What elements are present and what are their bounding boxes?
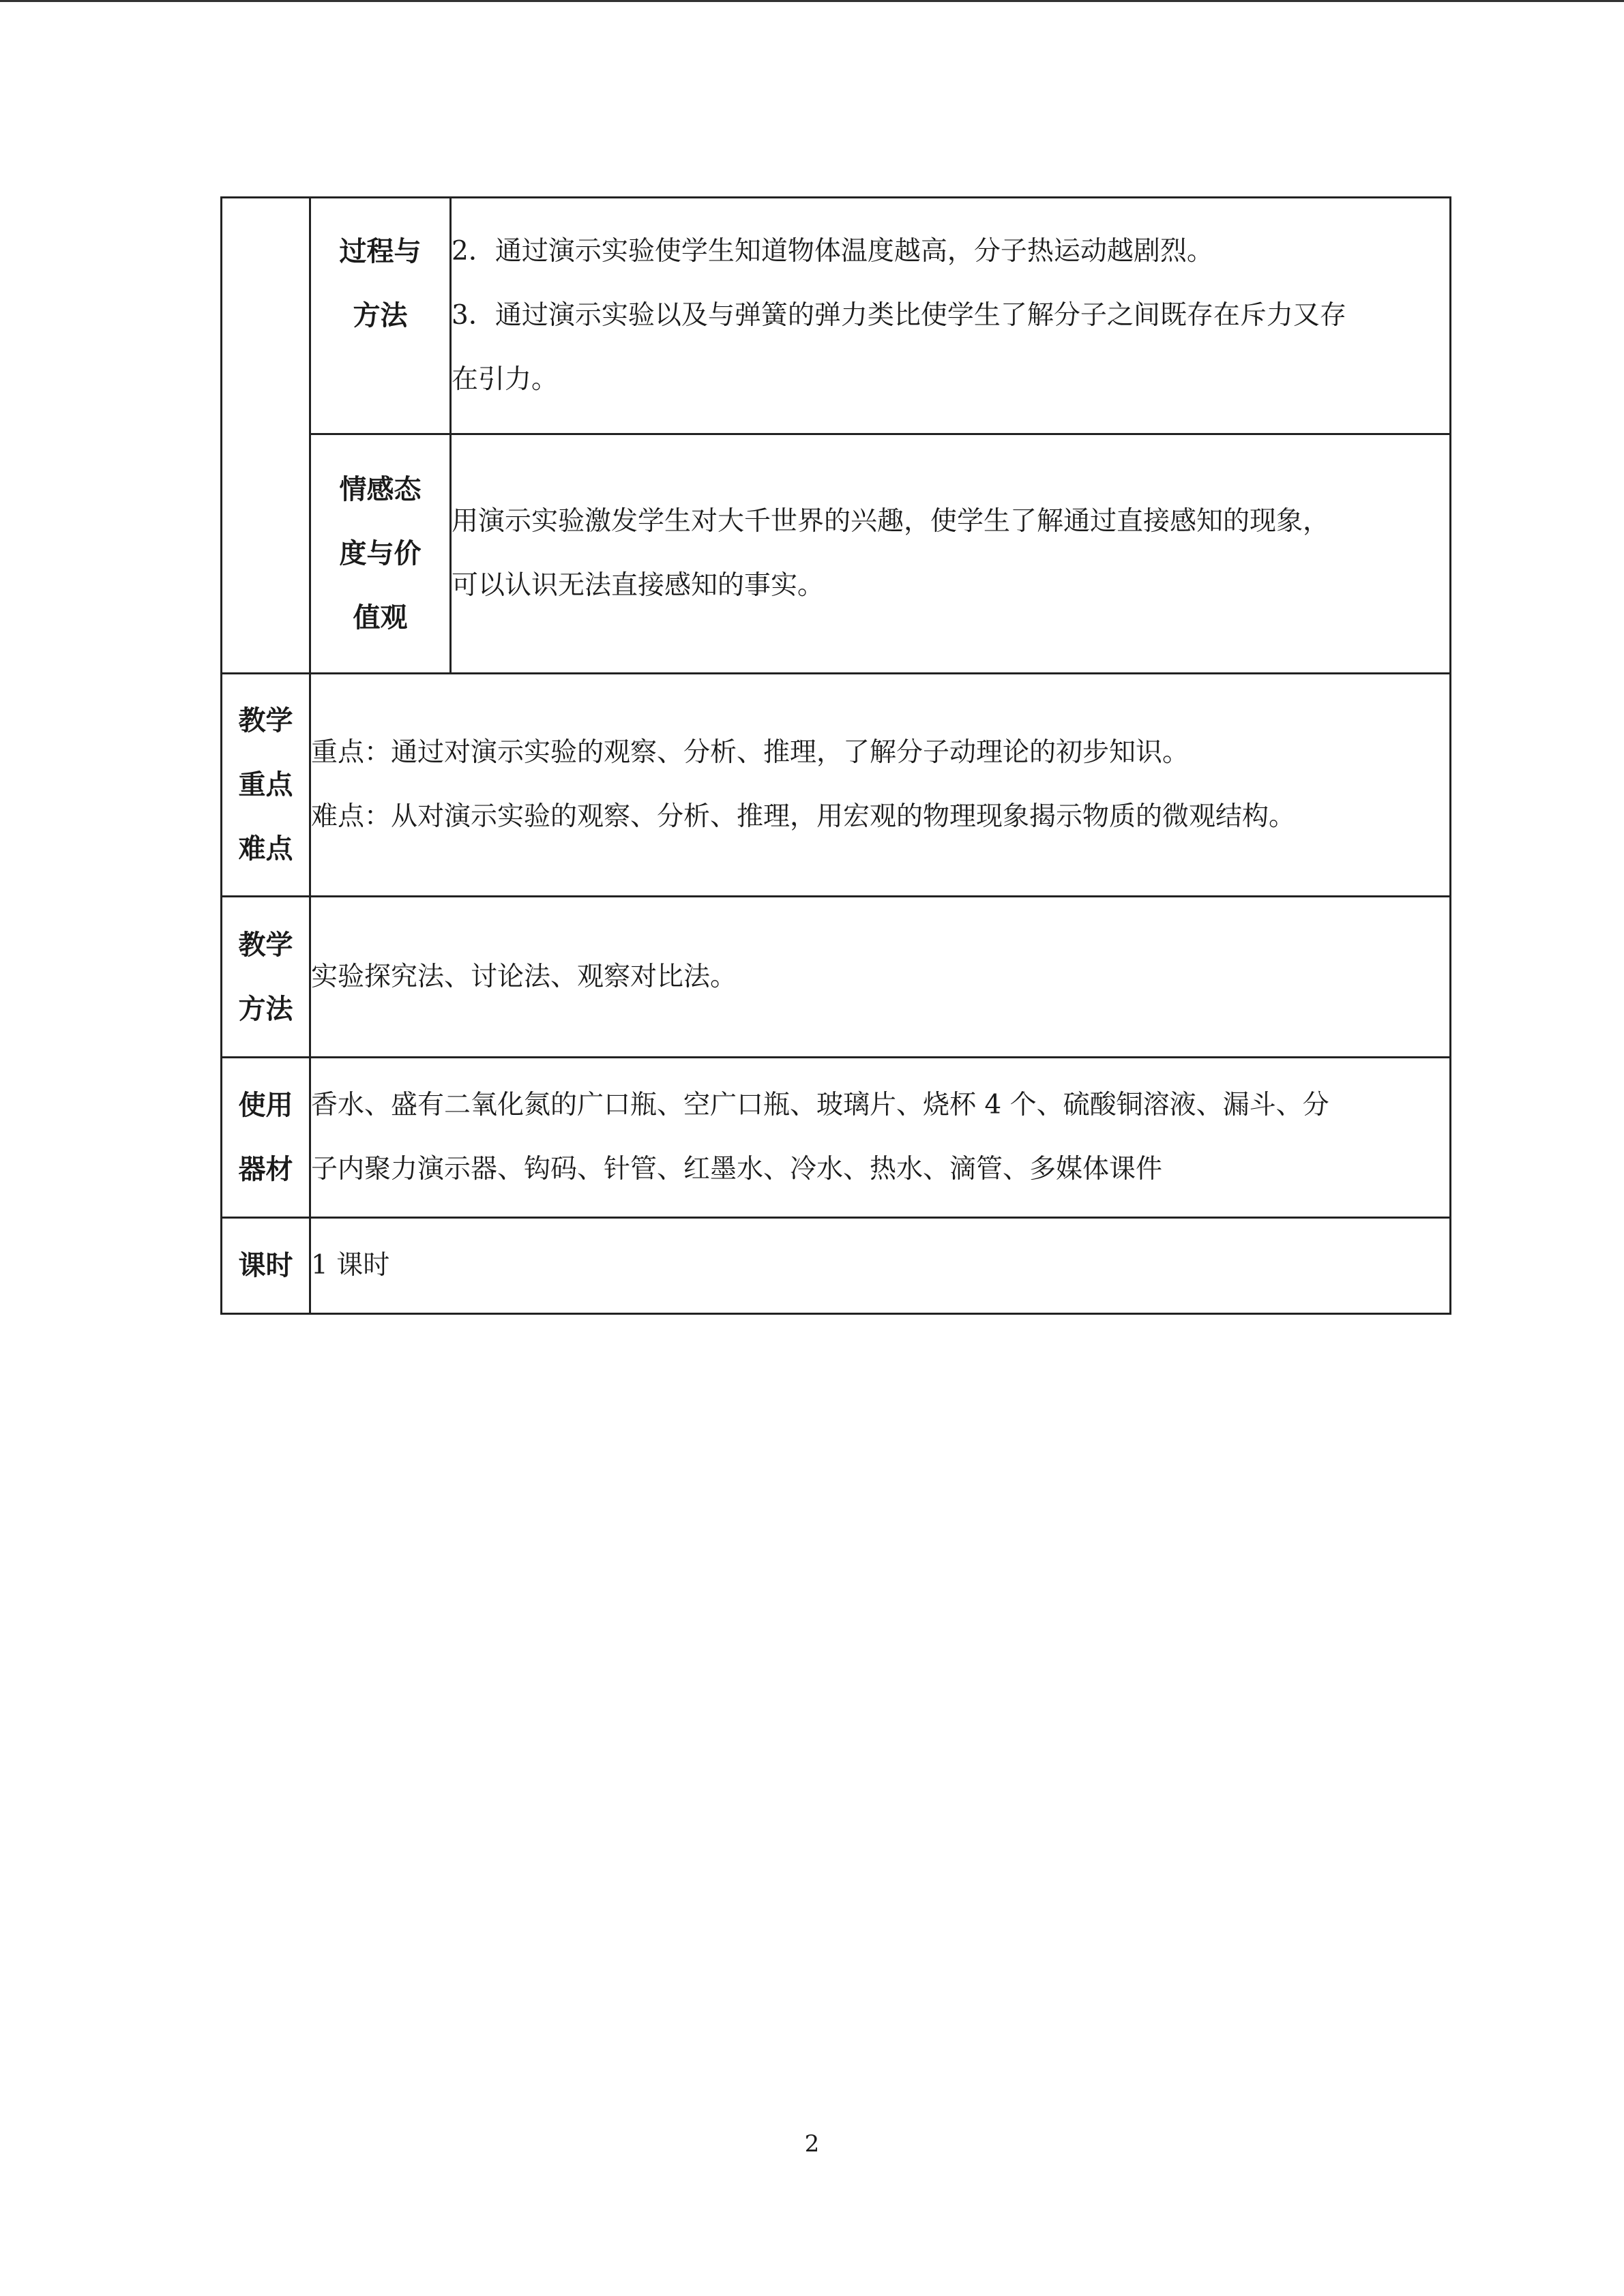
label-line: 教学 <box>238 929 293 961</box>
content-line: 3．通过演示实验以及与弹簧的弹力类比使学生了解分子之间既存在斥力又存 <box>452 300 1346 331</box>
content-process-and-method <box>451 198 1451 434</box>
label-line: 重点 <box>238 769 293 801</box>
content-equipment <box>310 1058 1451 1218</box>
label-line: 课时 <box>238 1250 293 1281</box>
page-number: 2 <box>804 2130 820 2158</box>
content-line: 实验探究法、讨论法、观察对比法。 <box>311 961 737 992</box>
label-process-and-method <box>310 198 451 434</box>
row-emotion-attitude-values <box>222 434 1451 674</box>
row-equipment <box>222 1058 1451 1218</box>
label-line: 方法 <box>238 993 293 1025</box>
content-line: 香水、盛有二氧化氮的广口瓶、空广口瓶、玻璃片、烧杯 4 个、硫酸铜溶液、漏斗、分 <box>311 1090 1329 1120</box>
content-emotion-attitude-values <box>451 434 1451 674</box>
label-line: 教学 <box>238 705 293 736</box>
content-line: 重点：通过对演示实验的观察、分析、推理，了解分子动理论的初步知识。 <box>311 737 1190 768</box>
content-line: 在引力。 <box>452 364 559 395</box>
content-class-hours <box>310 1218 1451 1314</box>
label-line: 方法 <box>353 300 408 331</box>
row-process-and-method <box>222 198 1451 434</box>
label-line: 度与价 <box>339 538 422 569</box>
content-line: 1 课时 <box>311 1250 390 1281</box>
content-line: 难点：从对演示实验的观察、分析、推理，用宏观的物理现象揭示物质的微观结构。 <box>311 801 1296 832</box>
label-teaching-method <box>222 897 310 1058</box>
label-equipment <box>222 1058 310 1218</box>
content-line: 用演示实验激发学生对大千世界的兴趣，使学生了解通过直接感知的现象， <box>452 506 1330 537</box>
label-emotion-attitude-values <box>310 434 451 674</box>
label-key-points <box>222 674 310 897</box>
page-top-rule <box>0 0 1624 2</box>
label-line: 情感态 <box>339 474 422 505</box>
label-line: 使用 <box>238 1090 293 1121</box>
label-class-hours <box>222 1218 310 1314</box>
row-class-hours <box>222 1218 1451 1314</box>
row-key-points <box>222 674 1451 897</box>
content-teaching-method <box>310 897 1451 1058</box>
label-line: 值观 <box>353 602 408 633</box>
row-teaching-method <box>222 897 1451 1058</box>
label-line: 器材 <box>238 1154 293 1185</box>
objectives-group-cell <box>222 198 310 674</box>
content-key-points <box>310 674 1451 897</box>
label-line: 难点 <box>238 833 293 865</box>
lesson-plan-table <box>220 196 1451 1315</box>
content-line: 可以认识无法直接感知的事实。 <box>452 570 825 601</box>
content-line: 子内聚力演示器、钩码、针管、红墨水、冷水、热水、滴管、多媒体课件 <box>311 1154 1163 1184</box>
label-line: 过程与 <box>339 236 422 267</box>
content-line: 2．通过演示实验使学生知道物体温度越高，分子热运动越剧烈。 <box>452 236 1213 267</box>
